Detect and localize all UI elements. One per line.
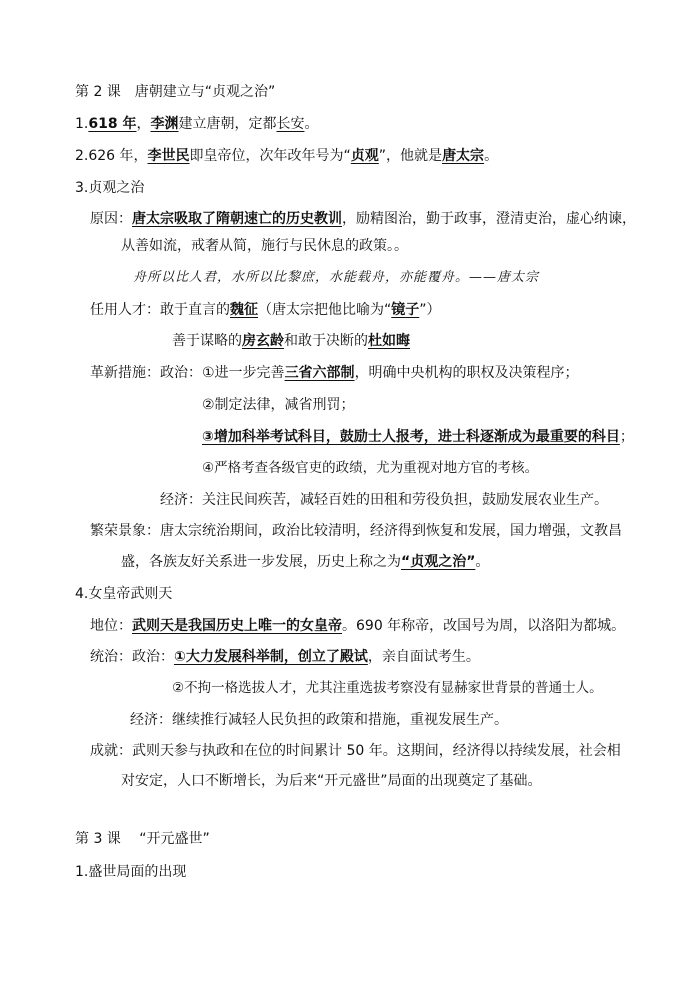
- reform-line-4: ④严格考查各级官吏的政绩，尤为重视对地方官的考核。: [202, 460, 539, 476]
- lesson-3-item-1: 1.盛世局面的出现: [75, 864, 187, 880]
- item-1-text: 建立唐朝，定都: [178, 116, 277, 132]
- wu-status-label: 地位：: [90, 618, 132, 634]
- item-1-comma: ，: [136, 116, 151, 132]
- du-ruhui: 杜如晦: [368, 333, 410, 349]
- emperor-name: 李世民: [147, 148, 190, 164]
- reason-line-2: 从善如流，戒奢从简，施行与民休息的政策。。: [121, 238, 408, 254]
- reform-text-1b: ，明确中央机构的职权及决策程序；: [354, 365, 579, 381]
- item-4-title: 4.女皇帝武则天: [75, 586, 173, 602]
- wu-rule-label: 统治：政治：: [90, 649, 174, 665]
- prosper-line-1: [90, 521, 622, 541]
- reform-line-3-end: ；: [619, 429, 634, 445]
- item-2-text: 即皇帝位，次年改年号为“: [189, 148, 351, 164]
- prosper-text: 唐太宗统治期间，政治比较清明，经济得到恢复和发展，国力增强，文教昌: [160, 523, 622, 539]
- exam-reform: ③增加科举考试科目，鼓励士人报考，进士科逐渐成为最重要的科目: [202, 429, 620, 445]
- wu-status: [90, 616, 625, 636]
- reason-label: 原因：: [90, 211, 132, 227]
- era-name: 贞观: [350, 148, 379, 164]
- item-2-text-2: ”，他就是: [378, 148, 443, 164]
- lesson-3-title: 第 3 课 “开元盛世”: [75, 831, 210, 847]
- talent-text-4: 善于谋略的: [172, 333, 242, 349]
- reform-line-3: [202, 427, 634, 447]
- prosper-label: 繁荣景象：: [90, 523, 160, 539]
- talent-text-1: 敢于直言的: [160, 302, 230, 318]
- founding-year: 618 年: [88, 116, 137, 132]
- prosper-text-2: 盛，各族友好关系进一步发展，历史上称之为: [121, 554, 401, 570]
- wu-achievement-label: 成就：: [90, 743, 132, 759]
- prosper-end: 。: [475, 554, 490, 570]
- reform-line-1: [90, 363, 579, 383]
- talent-line-1: [90, 300, 441, 320]
- reform-economy: 经济：关注民间疾苦，减轻百姓的田租和劳役负担，鼓励发展农业生产。: [160, 492, 608, 508]
- wu-rule-1-rest: ，亲自面试考生。: [367, 649, 480, 665]
- item-1: [75, 114, 318, 134]
- talent-text-3: ”）: [419, 302, 441, 318]
- talent-line-2: [172, 331, 410, 351]
- wu-achievement-1: [90, 741, 621, 761]
- reform-label: 革新措施：政治：: [90, 365, 202, 381]
- wu-economy: 经济：继续推行减轻人民负担的政策和措施，重视发展生产。: [130, 712, 508, 728]
- founder-name: 李渊: [150, 116, 179, 132]
- reform-text-1: ①进一步完善: [202, 365, 285, 381]
- wu-achievement-text: 武则天参与执政和在位的时间累计 50 年。这期间，经济得以持续发展，社会相: [132, 743, 621, 759]
- temple-name: 唐太宗: [442, 148, 485, 164]
- talent-label: 任用人才：: [90, 302, 160, 318]
- wu-rule-1: [90, 647, 480, 667]
- wei-zheng: 魏征: [230, 302, 258, 318]
- item-2-prefix: 2.626 年，: [75, 148, 148, 164]
- item-1-prefix: 1.: [75, 116, 89, 132]
- prosper-line-2: [121, 552, 489, 572]
- item-1-end: 。: [304, 116, 319, 132]
- wu-status-key: 武则天是我国历史上唯一的女皇帝: [132, 618, 342, 634]
- wu-status-rest: 。690 年称帝，改国号为周，以洛阳为都城。: [342, 618, 626, 634]
- wu-rule-2: ②不拘一格选拔人才，尤其注重选拔考察没有显赫家世背景的普通士人。: [172, 680, 603, 696]
- item-2: [75, 146, 498, 166]
- reform-line-2: ②制定法律，减省刑罚；: [202, 397, 355, 413]
- palace-exam: ①大力发展科举制，创立了殿试: [174, 649, 368, 665]
- mirror-term: 镜子: [391, 302, 420, 318]
- wu-achievement-2: 对安定，人口不断增长，为后来“开元盛世”局面的出现奠定了基础。: [121, 773, 542, 789]
- talent-text-5: 和敢于决断的: [284, 333, 368, 349]
- capital-name: 长安: [276, 116, 305, 132]
- item-2-end: 。: [484, 148, 499, 164]
- fang-xuanling: 房玄龄: [242, 333, 284, 349]
- three-departments: 三省六部制: [284, 365, 355, 381]
- reason-line-1: [90, 209, 636, 229]
- zhenguan-term: “贞观之治”: [401, 554, 476, 570]
- talent-text-2: （唐太宗把他比喻为“: [258, 302, 392, 318]
- reason-rest: ，励精图治，勤于政事，澄清吏治，虚心纳谏，: [342, 211, 636, 227]
- reason-key: 唐太宗吸取了隋朝速亡的历史教训: [132, 211, 342, 227]
- taizong-quote: 舟所以比人君，水所以比黎庶，水能载舟，亦能覆舟。——唐太宗: [133, 270, 540, 285]
- lesson-2-title: 第 2 课 唐朝建立与“贞观之治”: [75, 84, 276, 100]
- item-3-title: 3.贞观之治: [75, 180, 145, 196]
